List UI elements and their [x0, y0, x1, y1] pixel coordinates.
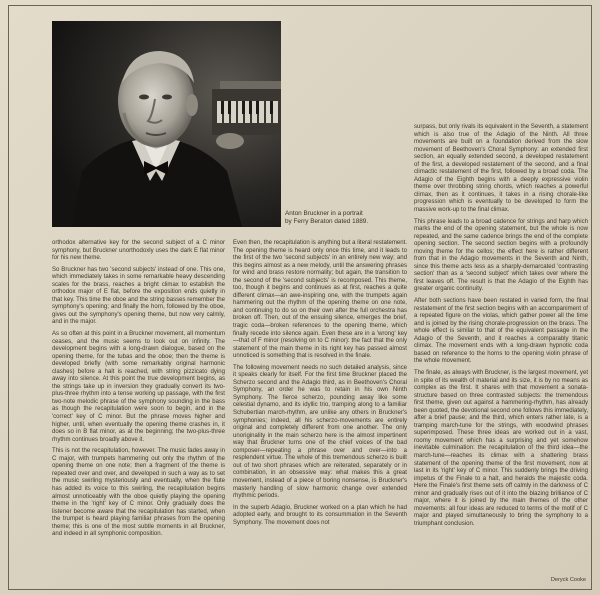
paragraph: As so often at this point in a Bruckner movement, all momentum ceases, and the music seems to look out on infinity. The development begins with a long-drawn dialogue, based on the opening theme, for the tubas and the oboe; then the theme is developed briefly (with some remarkably original harmonic clashes) before a halt is reached, with string pizzicato dying away into silence. At this point the true development begins, as the strings take up in inversion they gradually convert its two-plus-three rhythm into a tense working up passage, with the first two-note melodic phrase of the symphony sounding in the bass as though the recapitulation were soon to begin, and in the 'correct' key of C minor. But the phrase moves higher and higher, until, when eventually the opening theme crashes in, it does so in B flat minor, as at the beginning; the two-plus-three rhythm continues broadly above it. — [52, 331, 225, 443]
frame-right-rule — [591, 5, 592, 590]
paragraph: In the superb Adagio, Bruckner worked on a plan which he had adopted early, and brought to its consummation in the Seventh Symphony. The movement does not — [233, 504, 407, 526]
paragraph: surpass, but only rivals its equivalent in the Seventh, a statement which is also true of the Adagio of the Ninth. All three movements are built on a foundation derived from the slow movement of Beethoven's Choral Symphony: an extended first section, an equally extended second, a developed restatement of the first, a developed restatement of the second, and a final climactic restatement of the first, followed by a broad coda. The Adagio of the Eighth begins with a deeply expressive violin theme over throbbing string chords, which reaches a powerful climax, then as it continues, it takes in a rising chorale-like progression which is eventually to be developed to form the massive work-up to the final climax. — [414, 124, 588, 214]
caption-line-2: by Ferry Beraton dated 1889. — [285, 218, 369, 225]
frame-bottom-rule — [8, 589, 592, 590]
author-credit: Deryck Cooke — [550, 577, 586, 583]
portrait-illustration — [52, 21, 281, 227]
text-column-1 — [52, 240, 225, 543]
frame-left-rule — [8, 5, 9, 590]
text-column-2 — [233, 240, 407, 531]
bruckner-portrait-photo — [52, 21, 281, 227]
paragraph: The finale, as always with Bruckner, is the largest movement, yet in spite of its wealth of material and its size, it is by no means as complex as the first. It shares with that movement a sonata-structure based on three contrasted subjects: the tremendous first theme, given out against a hammering-rhythm, has already been quoted, the devotional second one follows this immediately, after a brief pause; and the third, which enters rather late, is a tramping march-tune for the strings, with woodwind phrases superimposed. These three ideas are worked out in a vast, roomy movement which has a surprising and yet somehow inevitable culmination: the recapitulation of the third idea—the march-tune—reaches its climax with a shattering brass statement of the opening theme of the first movement, now at last in its 'right' key of C minor. This suddenly brings the driving impetus of the Finale to a halt, and heralds the majestic coda. Here the Finale's first theme sets off calmly in the darkness of C minor and gradually rises out of it into the blazing brilliance of C major, where it is joined by the main themes of the other movements: all four ideas are reduced to terms of the motif of C major and played simultaneously to bring the symphony to a triumphant conclusion. — [414, 369, 589, 527]
caption-line-1: Anton Bruckner in a portrait — [285, 210, 363, 217]
paragraph: This phrase leads to a broad cadence for strings and harp which marks the end of the opening statement, but the whole is now repeated, and the same cadence brings the end of the complete opening section. The second section begins with a profoundly moving theme for the cellos; the effect here is rather different from that in the Adagio movements in the Seventh and Ninth, since this theme acts less as a sharply-demarcated 'contrasting section' than as a 'second subject' which takes over where the first leaves off. The result is that the Adagio of the Eighth has greater organic continuity. — [414, 218, 588, 293]
text-column-3 — [414, 124, 588, 532]
paragraph: This is not the recapitulation, however. The music fades away in C major, with trumpets hammering out only the rhythm of the opening theme on one note; then a fragment of the theme is repeated over and over, and developed in such a way as to set the music swirling mysteriously and eventually, when the flute has added its voice to this swirling, the recapitulation begins almost unnoticeably with the oboe quietly playing the opening theme in the 'right' key of C minor. Only gradually does the listener become aware that the recapitulation has started, when the trumpet is heard playing familiar phrases from the opening theme; this is one of the most subtle moments in all Bruckner, and indeed in all symphonic composition. — [52, 448, 225, 538]
frame-top-rule — [8, 5, 592, 6]
paragraph: After both sections have been restated in varied form, the final restatement of the first section begins with an accompaniment of a repeated figure on the violas, which gather power all the time and is joined by the rising chorale-progression on the brass. The whole effect is similar to that of the equivalent passage in the Adagio of the Seventh, and it reaches a comparably titanic climax. The movement ends with a long-drawn hypnotic coda based on reference to the horns to the opening violin phrase of the whole movement. — [414, 298, 588, 365]
paragraph: orthodox alternative key for the second subject of a C minor symphony, but Bruckner unorthodoxly uses the dark E flat minor for his new theme. — [52, 240, 225, 262]
photo-caption — [285, 210, 405, 226]
paragraph: Even then, the recapitulation is anything but a literal restatement. The opening theme is heard only once this time, and it leads to the first of the two 'second subjects' in an entirely new way; and this begins almost as a new melody, until the answering phrases for wind and brass restore normality; but again, the transition to the second of the 'second subjects' is recomposed. This theme, too, though it begins and continues as at first, reaches a quite different climax—an awe-inspiring one, with the trumpets again hammering out the rhythm of the opening theme on one note, and continuing to do so on their own after the full orchestra has broken off. Then, out of the ensuing silence, emerges the brief, tragic coda—broken references to the opening theme, which finally recede into silence again. Even these are in a 'wrong' key—that of F minor (resolving on to C minor): the fact that the only statement of the main theme in its right key has passed almost unnoticed is something that is resolved in the finale. — [233, 240, 407, 360]
paragraph: The following movement needs no such detailed analysis, since it speaks clearly for itself. For the first time Bruckner placed the Scherzo second and the Adagio third, as in Beethoven's Choral Symphony, an order he was to retain in his own Ninth Symphony. The fierce scherzo, pounding away like some celestial dynamo, and its idyllic trio, tramping along to a familiar Schubertian march-rhythm, are unlike any others in Bruckner's symphonies; indeed, all his scherzo-movements are entirely original and completely different from one another. The only unoriginality in the main scherzo here is the almost impertinent way that Bruckner turns one of the chief voices of the bad composer—repeating a phrase over and over—into a resplendent virtue. The whole of this tremendous scherzo is built out of two short phrases which are reiterated, separately or in combination, in an obsessive way: what makes this a great movement, instead of a piece of boring nonsense, is Bruckner's masterly handling of slow harmonic change over extended rhythmic periods. — [233, 364, 407, 500]
paragraph: So Bruckner has two 'second subjects' instead of one. This one, which immediately takes in some remarkable heavy descending scales for the brass, reaches a bright climax to establish the orthodox major of E flat, before the exposition ends quietly in that key. This time the oboe and the string basses remember the symphony's opening; and finally the horn, followed by the oboe, gives out the symphony's opening theme, but now very calmly, and in the major. — [52, 266, 225, 326]
